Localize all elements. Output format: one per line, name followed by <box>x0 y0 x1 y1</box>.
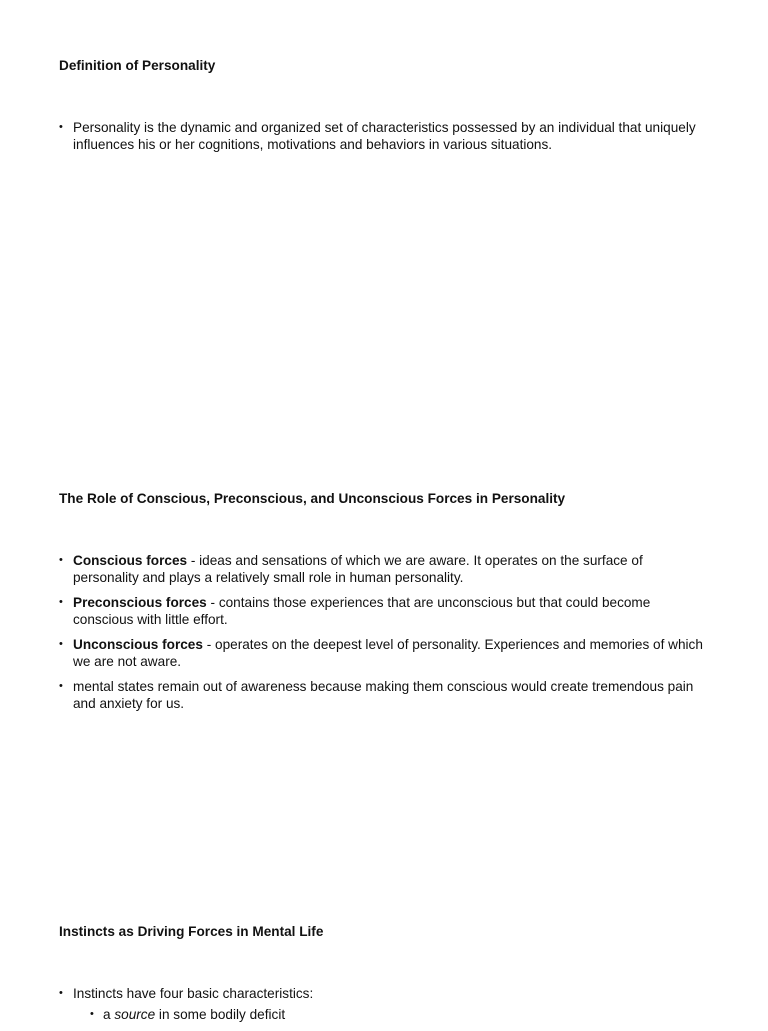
section-heading: Definition of Personality <box>59 58 216 73</box>
bullet-text: mental states remain out of awareness because making them conscious would create tremendous pain and anxiety for us. <box>73 679 694 711</box>
term-label: Unconscious forces <box>73 637 203 652</box>
bullet-list <box>59 119 709 153</box>
list-item <box>59 119 709 153</box>
emphasis-term: source <box>114 1007 156 1022</box>
list-item <box>59 594 709 628</box>
bullet-text: - contains those experiences that are unconscious but that could become conscious with little effort. <box>73 595 651 627</box>
section-forces <box>59 490 709 720</box>
list-item <box>59 552 709 586</box>
section-definition <box>59 57 709 161</box>
bullet-text: - ideas and sensations of which we are aware. It operates on the surface of personality and plays a relatively small role in human personality. <box>73 553 643 585</box>
term-label: Preconscious forces <box>73 595 207 610</box>
bullet-text: Instincts have four basic characteristics: <box>73 986 314 1001</box>
sub-bullet-text: in some bodily deficit <box>155 1007 286 1022</box>
list-item <box>59 636 709 670</box>
sub-bullet-prefix: a <box>103 1007 115 1022</box>
bullet-text: Personality is the dynamic and organized set of characteristics possessed by an individual that uniquely influences his or her cognitions, motivations and behaviors in various situations. <box>73 120 696 152</box>
section-heading: Instincts as Driving Forces in Mental Life <box>59 924 324 939</box>
bullet-list <box>59 552 709 712</box>
sub-list-item <box>90 1006 709 1023</box>
list-item <box>59 678 709 712</box>
list-item <box>59 985 709 1023</box>
term-label: Conscious forces <box>73 553 188 568</box>
sub-bullet-list <box>73 1006 709 1023</box>
section-instincts <box>59 923 709 1031</box>
bullet-list <box>59 985 709 1023</box>
bullet-text: - operates on the deepest level of personality. Experiences and memories of which we are not aware. <box>73 637 703 669</box>
section-heading: The Role of Conscious, Preconscious, and Unconscious Forces in Personality <box>59 491 566 506</box>
